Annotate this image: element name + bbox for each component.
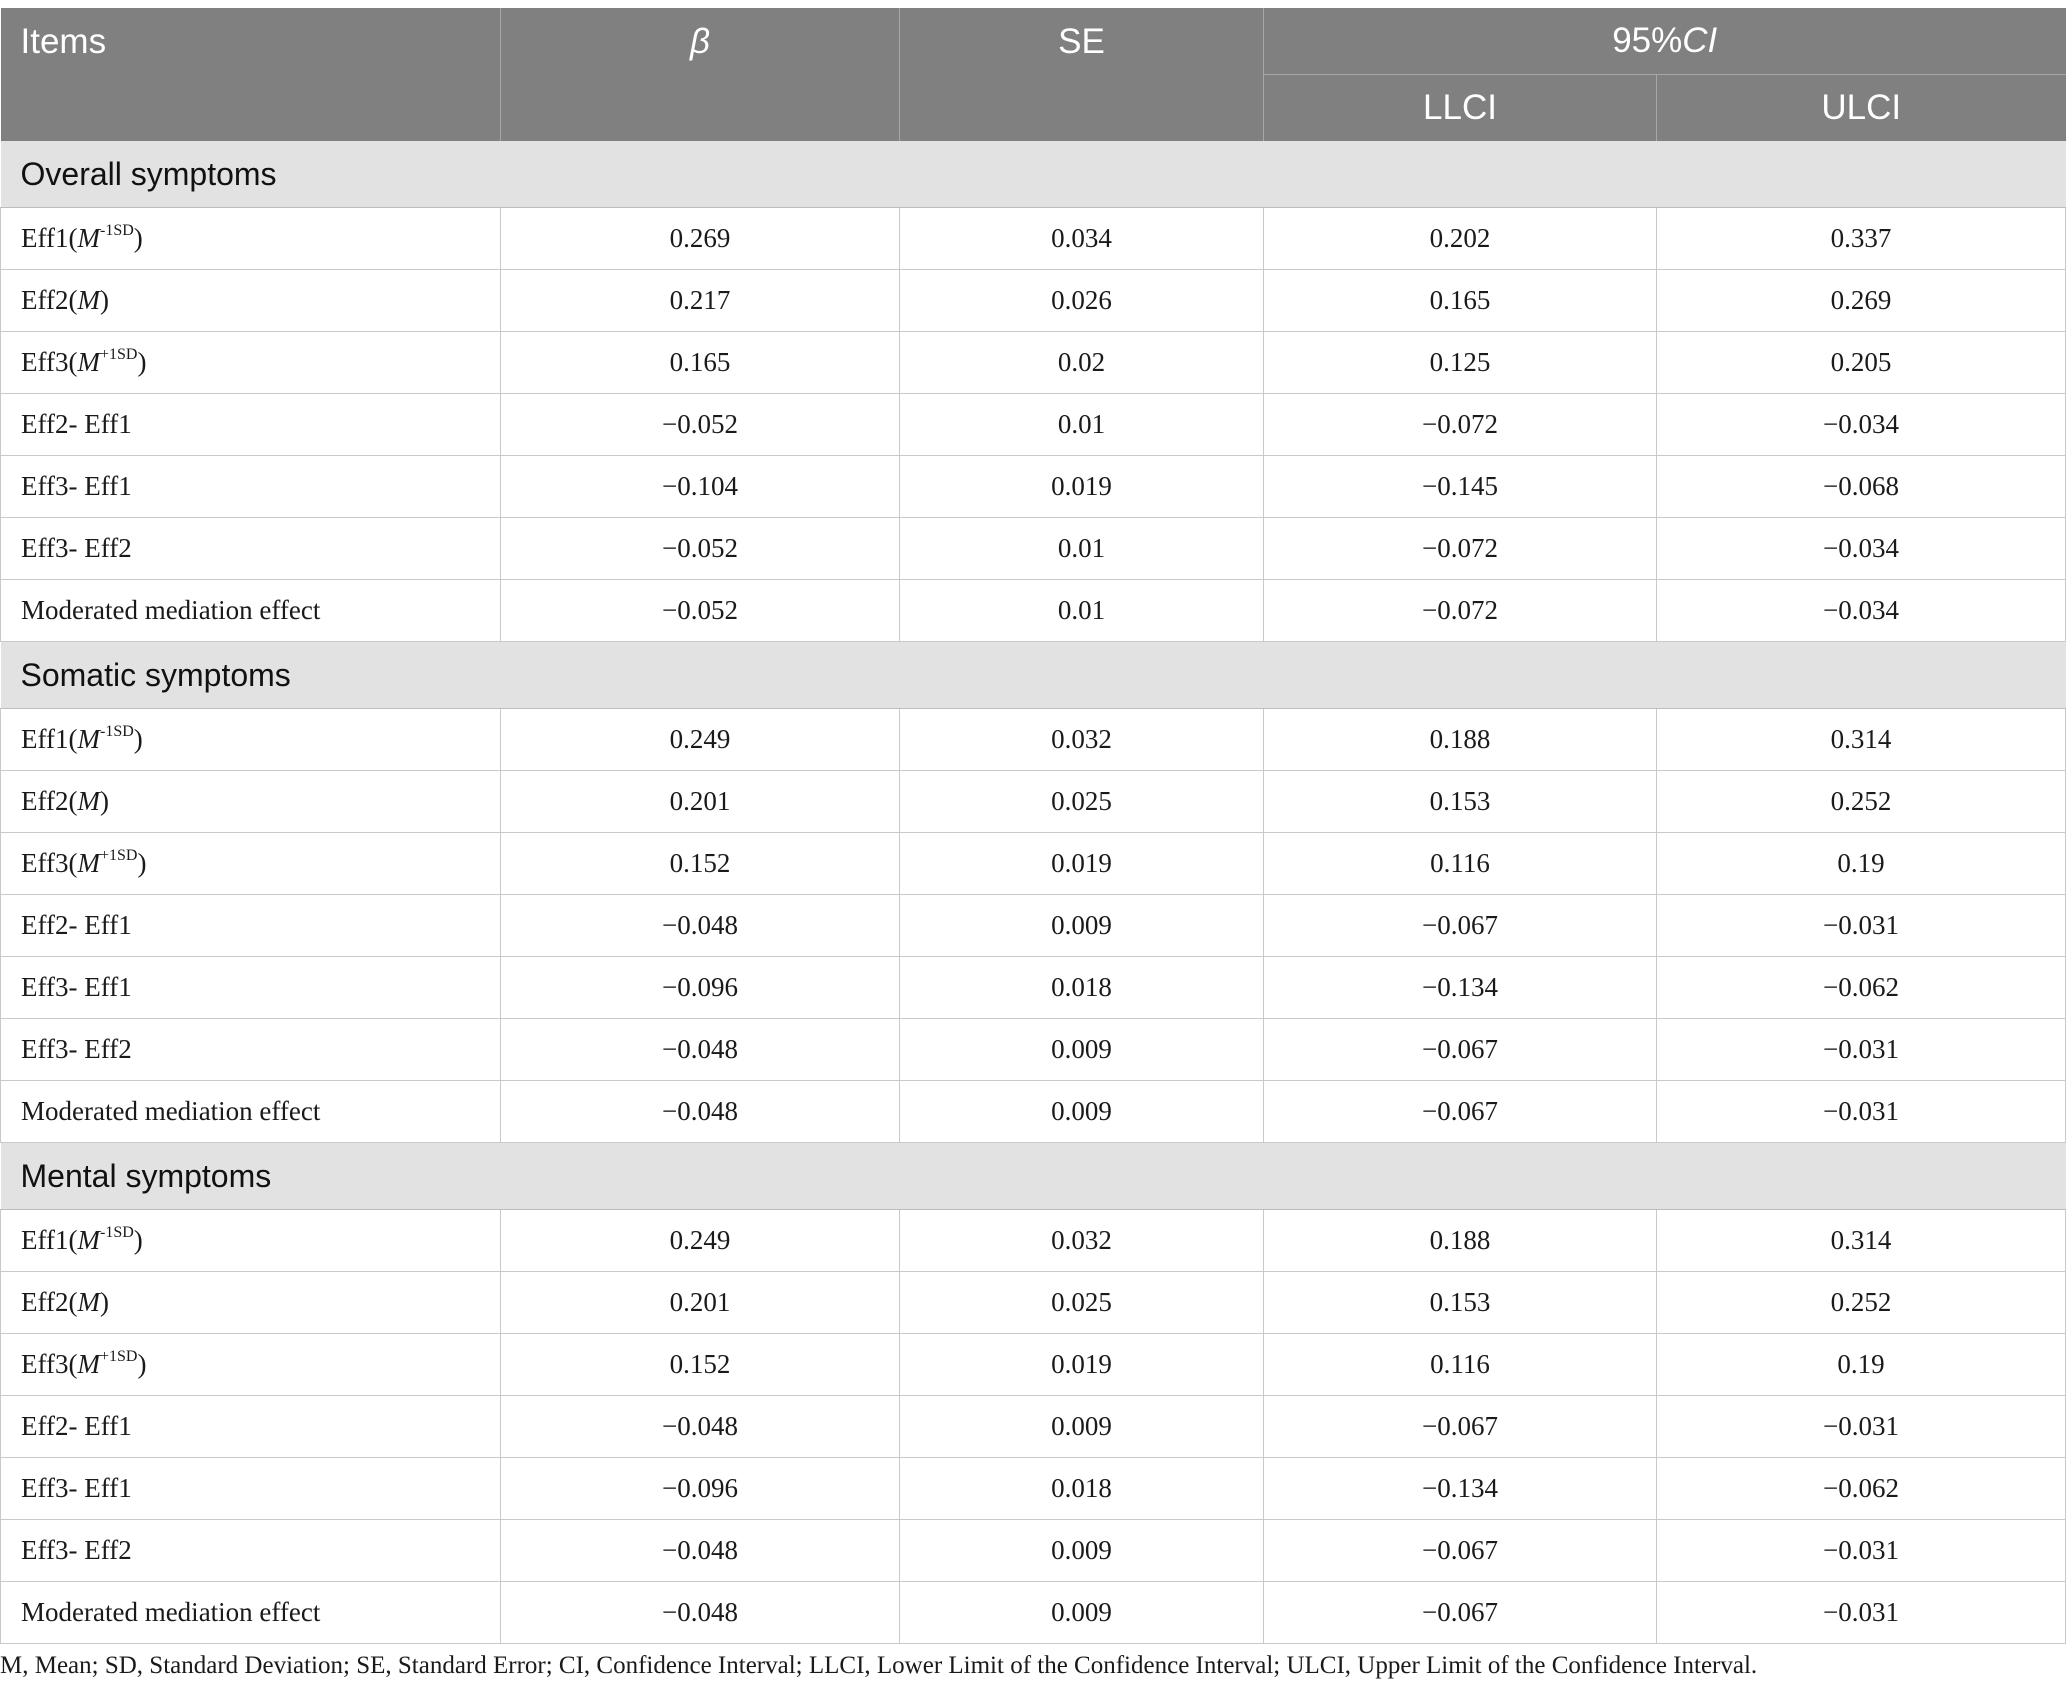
section-title: Overall symptoms (1, 141, 2066, 208)
cell-item (1, 1210, 501, 1272)
cell-llci: −0.067 (1264, 1081, 1657, 1143)
cell-ulci: −0.031 (1657, 1396, 2066, 1458)
cell-se: 0.025 (900, 1272, 1264, 1334)
table-row (1, 208, 2066, 270)
cell-beta: 0.201 (501, 1272, 900, 1334)
cell-item (1, 332, 501, 394)
item-label: Eff3- Eff1 (21, 1473, 132, 1503)
cell-ulci: 0.252 (1657, 1272, 2066, 1334)
table-row (1, 771, 2066, 833)
table-row (1, 456, 2066, 518)
cell-se: 0.032 (900, 1210, 1264, 1272)
item-label: Eff1( (21, 223, 78, 253)
header-llci: LLCI (1264, 75, 1657, 142)
item-close-paren: ) (137, 347, 147, 377)
item-label: Eff2- Eff1 (21, 1411, 132, 1441)
cell-ulci: 0.314 (1657, 709, 2066, 771)
cell-beta: −0.052 (501, 580, 900, 642)
cell-se: 0.018 (900, 957, 1264, 1019)
item-label: Moderated mediation effect (21, 1597, 321, 1627)
cell-item (1, 456, 501, 518)
cell-beta: 0.249 (501, 1210, 900, 1272)
section-title: Somatic symptoms (1, 642, 2066, 709)
cell-beta: −0.048 (501, 1081, 900, 1143)
item-superscript: -1SD (99, 1224, 134, 1241)
cell-ulci: −0.068 (1657, 456, 2066, 518)
cell-beta: −0.048 (501, 1520, 900, 1582)
item-moderator: M (77, 1287, 100, 1317)
item-label: Moderated mediation effect (21, 1096, 321, 1126)
item-label: Eff2- Eff1 (21, 910, 132, 940)
cell-item (1, 1334, 501, 1396)
cell-llci: −0.067 (1264, 1019, 1657, 1081)
table-row (1, 957, 2066, 1019)
item-close-paren: ) (99, 786, 109, 816)
cell-se: 0.009 (900, 895, 1264, 957)
table-row (1, 394, 2066, 456)
cell-beta: −0.048 (501, 1396, 900, 1458)
cell-ulci: −0.031 (1657, 1019, 2066, 1081)
cell-ulci: −0.034 (1657, 518, 2066, 580)
cell-item (1, 518, 501, 580)
cell-ulci: 0.252 (1657, 771, 2066, 833)
item-close-paren: ) (99, 1287, 109, 1317)
item-close-paren: ) (133, 724, 143, 754)
cell-item (1, 580, 501, 642)
section-row (1, 141, 2066, 208)
cell-beta: −0.048 (501, 895, 900, 957)
cell-item (1, 208, 501, 270)
cell-se: 0.034 (900, 208, 1264, 270)
item-label: Eff3( (21, 1349, 78, 1379)
cell-se: 0.025 (900, 771, 1264, 833)
table-row (1, 1210, 2066, 1272)
cell-beta: −0.048 (501, 1582, 900, 1644)
cell-llci: 0.125 (1264, 332, 1657, 394)
cell-item (1, 1582, 501, 1644)
cell-ulci: −0.031 (1657, 1081, 2066, 1143)
item-superscript: -1SD (99, 222, 134, 239)
cell-item (1, 270, 501, 332)
header-items: Items (1, 8, 501, 141)
cell-llci: −0.067 (1264, 1582, 1657, 1644)
cell-ulci: −0.034 (1657, 580, 2066, 642)
cell-se: 0.018 (900, 1458, 1264, 1520)
table-row (1, 270, 2066, 332)
table-body (1, 141, 2066, 1644)
section-row (1, 642, 2066, 709)
item-moderator: M (77, 223, 100, 253)
cell-se: 0.009 (900, 1019, 1264, 1081)
item-moderator: M (77, 786, 100, 816)
cell-llci: 0.202 (1264, 208, 1657, 270)
cell-item (1, 1081, 501, 1143)
table-row (1, 332, 2066, 394)
table-row (1, 518, 2066, 580)
item-label: Eff1( (21, 1225, 78, 1255)
cell-se: 0.019 (900, 1334, 1264, 1396)
item-label: Eff2- Eff1 (21, 409, 132, 439)
cell-beta: −0.052 (501, 394, 900, 456)
cell-llci: 0.188 (1264, 709, 1657, 771)
cell-ulci: 0.19 (1657, 1334, 2066, 1396)
cell-llci: −0.072 (1264, 580, 1657, 642)
item-superscript: -1SD (99, 723, 134, 740)
item-moderator: M (77, 848, 100, 878)
cell-beta: 0.269 (501, 208, 900, 270)
cell-beta: 0.152 (501, 1334, 900, 1396)
cell-llci: −0.072 (1264, 518, 1657, 580)
cell-llci: 0.153 (1264, 771, 1657, 833)
cell-item (1, 1396, 501, 1458)
item-label: Eff3- Eff1 (21, 471, 132, 501)
cell-llci: −0.067 (1264, 895, 1657, 957)
cell-item (1, 1019, 501, 1081)
cell-se: 0.019 (900, 833, 1264, 895)
cell-ulci: −0.034 (1657, 394, 2066, 456)
cell-item (1, 895, 501, 957)
item-moderator: M (77, 724, 100, 754)
cell-llci: −0.134 (1264, 1458, 1657, 1520)
cell-llci: −0.072 (1264, 394, 1657, 456)
cell-beta: 0.201 (501, 771, 900, 833)
cell-beta: 0.217 (501, 270, 900, 332)
cell-item (1, 394, 501, 456)
cell-beta: −0.096 (501, 1458, 900, 1520)
cell-se: 0.009 (900, 1396, 1264, 1458)
cell-se: 0.026 (900, 270, 1264, 332)
cell-llci: −0.145 (1264, 456, 1657, 518)
item-label: Eff1( (21, 724, 78, 754)
cell-ulci: −0.062 (1657, 957, 2066, 1019)
item-label: Eff2( (21, 1287, 78, 1317)
table-row (1, 580, 2066, 642)
cell-ulci: 0.314 (1657, 1210, 2066, 1272)
cell-beta: −0.048 (501, 1019, 900, 1081)
item-moderator: M (77, 347, 100, 377)
item-label: Eff3- Eff2 (21, 1535, 132, 1565)
table-row (1, 895, 2066, 957)
cell-llci: 0.153 (1264, 1272, 1657, 1334)
cell-se: 0.009 (900, 1582, 1264, 1644)
cell-llci: 0.165 (1264, 270, 1657, 332)
cell-item (1, 709, 501, 771)
header-ulci: ULCI (1657, 75, 2066, 142)
cell-beta: −0.052 (501, 518, 900, 580)
cell-ulci: 0.269 (1657, 270, 2066, 332)
cell-ulci: −0.062 (1657, 1458, 2066, 1520)
cell-llci: 0.116 (1264, 833, 1657, 895)
cell-se: 0.009 (900, 1520, 1264, 1582)
cell-ulci: −0.031 (1657, 895, 2066, 957)
cell-llci: −0.067 (1264, 1520, 1657, 1582)
header-beta: β (501, 8, 900, 141)
cell-llci: −0.067 (1264, 1396, 1657, 1458)
cell-beta: −0.104 (501, 456, 900, 518)
cell-beta: 0.165 (501, 332, 900, 394)
cell-ulci: 0.205 (1657, 332, 2066, 394)
table-row (1, 1272, 2066, 1334)
cell-ulci: 0.19 (1657, 833, 2066, 895)
item-label: Eff2( (21, 285, 78, 315)
cell-ulci: −0.031 (1657, 1520, 2066, 1582)
item-close-paren: ) (137, 1349, 147, 1379)
table-row (1, 1520, 2066, 1582)
item-superscript: +1SD (99, 847, 138, 864)
cell-item (1, 1458, 501, 1520)
item-label: Eff3( (21, 347, 78, 377)
table-row (1, 1582, 2066, 1644)
table-header (1, 8, 2066, 141)
cell-llci: 0.116 (1264, 1334, 1657, 1396)
table-row (1, 833, 2066, 895)
item-moderator: M (77, 1349, 100, 1379)
cell-item (1, 1272, 501, 1334)
item-superscript: +1SD (99, 1348, 138, 1365)
cell-se: 0.01 (900, 394, 1264, 456)
item-label: Eff2( (21, 786, 78, 816)
cell-ulci: 0.337 (1657, 208, 2066, 270)
table-row (1, 709, 2066, 771)
item-superscript: +1SD (99, 346, 138, 363)
cell-llci: −0.134 (1264, 957, 1657, 1019)
header-se: SE (900, 8, 1264, 141)
item-label: Eff3- Eff2 (21, 533, 132, 563)
item-close-paren: ) (99, 285, 109, 315)
cell-beta: 0.152 (501, 833, 900, 895)
section-title: Mental symptoms (1, 1143, 2066, 1210)
item-label: Eff3- Eff1 (21, 972, 132, 1002)
cell-se: 0.009 (900, 1081, 1264, 1143)
cell-beta: −0.096 (501, 957, 900, 1019)
table-row (1, 1458, 2066, 1520)
item-label: Eff3( (21, 848, 78, 878)
item-moderator: M (77, 285, 100, 315)
item-label: Moderated mediation effect (21, 595, 321, 625)
item-close-paren: ) (137, 848, 147, 878)
header-ci-italic: CI (1682, 21, 1718, 60)
table-row (1, 1396, 2066, 1458)
table-row (1, 1081, 2066, 1143)
cell-se: 0.01 (900, 580, 1264, 642)
item-close-paren: ) (133, 1225, 143, 1255)
cell-se: 0.02 (900, 332, 1264, 394)
cell-ulci: −0.031 (1657, 1582, 2066, 1644)
cell-item (1, 833, 501, 895)
header-ci (1264, 8, 2066, 75)
cell-item (1, 771, 501, 833)
table-footnote: M, Mean; SD, Standard Deviation; SE, Standard Error; CI, Confidence Interval; LLCI, Lower Limit of the Confidence Interval; ULCI, Upper Limit of the Confidence Interval. (0, 1652, 1758, 1679)
cell-item (1, 957, 501, 1019)
cell-llci: 0.188 (1264, 1210, 1657, 1272)
cell-beta: 0.249 (501, 709, 900, 771)
item-close-paren: ) (133, 223, 143, 253)
cell-se: 0.01 (900, 518, 1264, 580)
table-row (1, 1334, 2066, 1396)
results-table (0, 8, 2066, 1644)
header-ci-prefix: 95% (1612, 21, 1683, 60)
section-row (1, 1143, 2066, 1210)
item-label: Eff3- Eff2 (21, 1034, 132, 1064)
item-moderator: M (77, 1225, 100, 1255)
table-row (1, 1019, 2066, 1081)
cell-se: 0.019 (900, 456, 1264, 518)
cell-se: 0.032 (900, 709, 1264, 771)
cell-item (1, 1520, 501, 1582)
